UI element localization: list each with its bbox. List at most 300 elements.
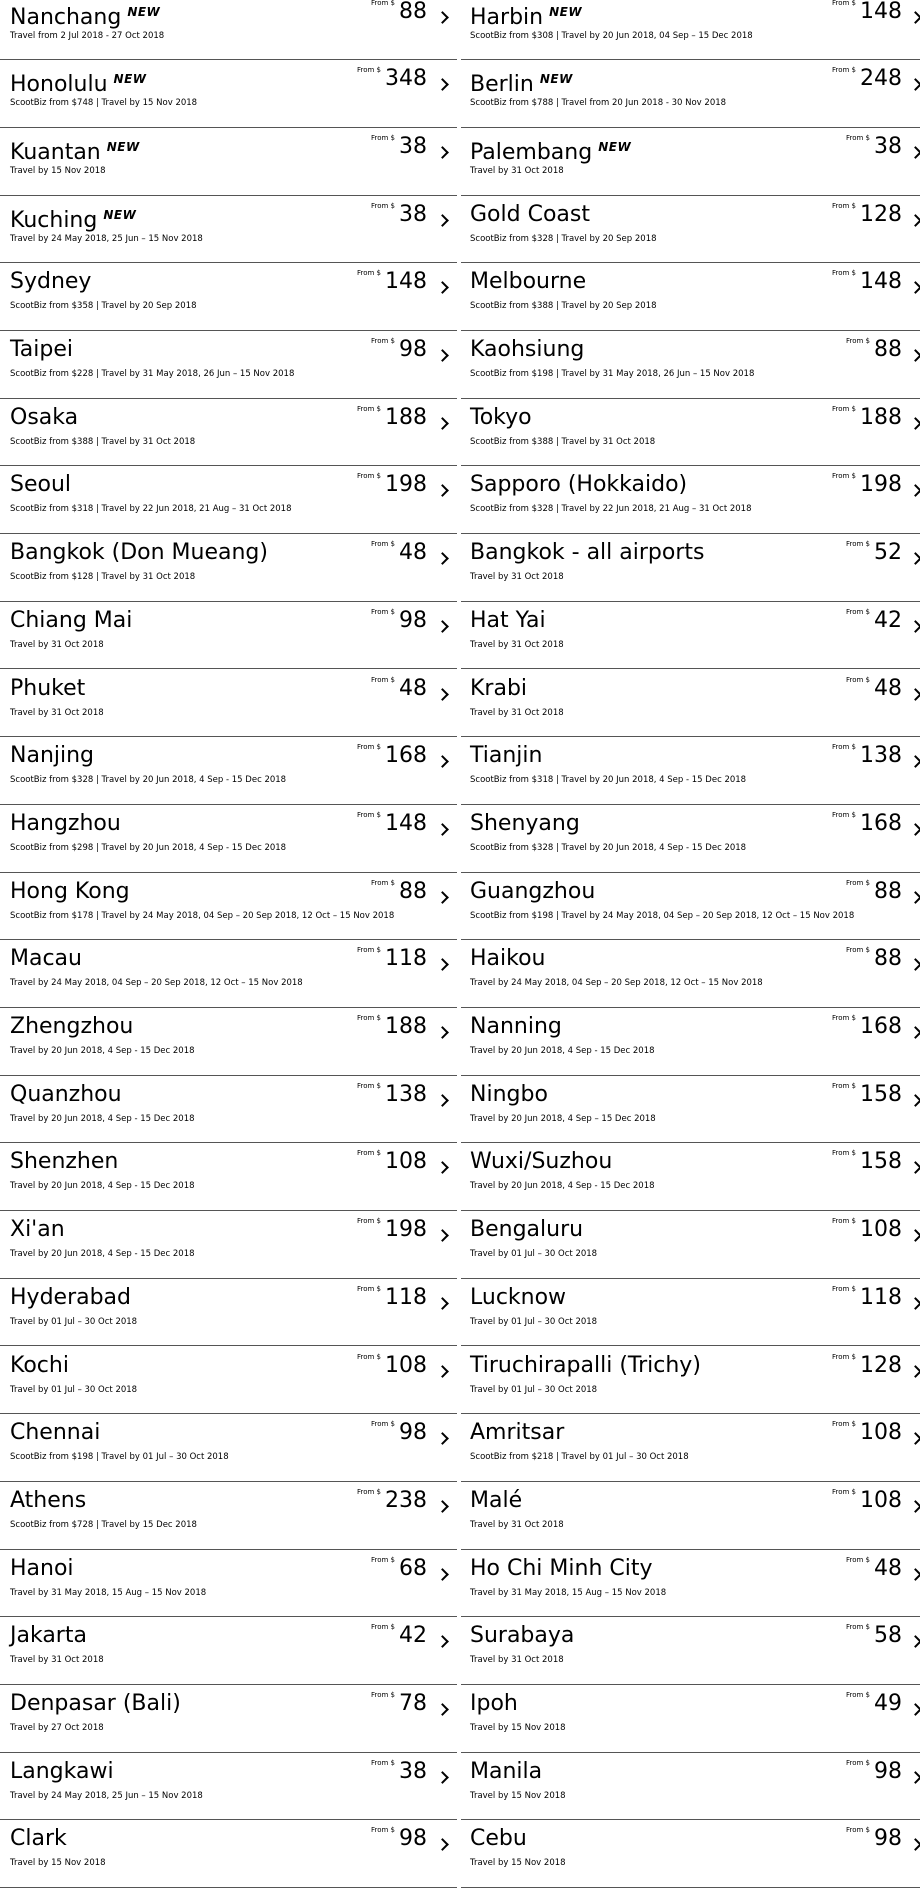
- destination-title: [10, 1824, 67, 1854]
- new-badge: NEW: [598, 139, 632, 154]
- chevron-right-icon: [909, 78, 920, 91]
- price: [832, 1082, 902, 1107]
- fare-card[interactable]: [461, 399, 920, 467]
- price-amount: 118: [860, 1284, 902, 1310]
- fare-card[interactable]: [0, 1211, 457, 1279]
- chevron-right-icon: [436, 485, 449, 498]
- price-amount: 198: [385, 1217, 427, 1243]
- destination-title: [470, 741, 542, 771]
- price-amount: 118: [385, 946, 427, 972]
- price-amount: 188: [860, 404, 902, 430]
- travel-details: Travel by 31 Oct 2018: [10, 639, 104, 650]
- from-label: From $: [370, 133, 395, 142]
- destination-title: [470, 1486, 522, 1516]
- chevron-right-icon: [436, 1568, 449, 1581]
- fare-card[interactable]: [461, 1076, 920, 1144]
- destination-title: [10, 1080, 122, 1110]
- chevron-right-icon: [436, 958, 449, 971]
- from-label: From $: [370, 0, 395, 7]
- fare-card[interactable]: [0, 399, 457, 467]
- from-label: From $: [831, 1217, 856, 1226]
- fare-card[interactable]: [0, 466, 457, 534]
- price: [832, 1420, 902, 1445]
- chevron-right-icon: [436, 1365, 449, 1378]
- travel-details: Travel by 24 May 2018, 04 Sep – 20 Sep 2018, 12 Oct – 15 Nov 2018: [10, 978, 303, 989]
- chevron-right-icon: [909, 1094, 920, 1107]
- fare-card[interactable]: [461, 805, 920, 873]
- destination-name: Hyderabad: [10, 1284, 131, 1310]
- fare-card[interactable]: [461, 0, 920, 60]
- price-amount: 49: [874, 1691, 902, 1716]
- new-badge: NEW: [113, 72, 147, 87]
- travel-details: ScootBiz from $328 | Travel by 20 Sep 2018: [470, 233, 657, 244]
- destination-title: [470, 538, 704, 568]
- fare-card[interactable]: [0, 128, 457, 196]
- fare-card[interactable]: [461, 1347, 920, 1415]
- chevron-right-icon: [909, 1703, 920, 1716]
- travel-details: ScootBiz from $328 | Travel by 20 Jun 2018, 4 Sep - 15 Dec 2018: [470, 842, 747, 853]
- fare-card[interactable]: [461, 466, 920, 534]
- fare-card[interactable]: [461, 1211, 920, 1279]
- travel-details: Travel by 15 Nov 2018: [10, 165, 106, 176]
- chevron-right-icon: [436, 146, 449, 159]
- from-label: From $: [831, 201, 856, 210]
- price-amount: 98: [399, 1420, 427, 1446]
- destination-title: [470, 1757, 542, 1787]
- destination-name: Ningbo: [470, 1081, 548, 1107]
- price: [371, 1623, 427, 1648]
- price-amount: 88: [399, 878, 427, 904]
- chevron-right-icon: [436, 1094, 449, 1107]
- fare-card[interactable]: [461, 1550, 920, 1618]
- destination-name: Hat Yai: [470, 607, 546, 633]
- chevron-right-icon: [909, 417, 920, 430]
- travel-details: ScootBiz from $358 | Travel by 20 Sep 2018: [10, 301, 197, 312]
- fare-card[interactable]: [461, 196, 920, 264]
- destination-title: [10, 1418, 100, 1448]
- fare-card[interactable]: [461, 737, 920, 805]
- destination-title: [470, 403, 532, 433]
- destination-name: Lucknow: [470, 1284, 567, 1310]
- from-label: From $: [370, 540, 395, 549]
- price-amount: 58: [874, 1623, 902, 1649]
- from-label: From $: [356, 1352, 381, 1361]
- from-label: From $: [356, 810, 381, 819]
- price: [832, 1217, 902, 1242]
- destination-name: Malé: [470, 1487, 523, 1513]
- from-label: From $: [356, 1487, 381, 1496]
- chevron-right-icon: [436, 823, 449, 836]
- price-amount: 198: [385, 472, 427, 498]
- fare-card[interactable]: [0, 940, 457, 1008]
- fare-card[interactable]: [461, 940, 920, 1008]
- price-amount: 48: [874, 675, 902, 701]
- fare-card[interactable]: [0, 1482, 457, 1550]
- chevron-right-icon: [909, 823, 920, 836]
- fare-card[interactable]: [461, 331, 920, 399]
- from-label: From $: [831, 1014, 856, 1022]
- destination-name: Palembang: [470, 139, 593, 165]
- price: [371, 1420, 427, 1445]
- new-badge: NEW: [549, 4, 583, 19]
- travel-details: Travel by 01 Jul – 30 Oct 2018: [10, 1384, 138, 1395]
- price-amount: 88: [874, 946, 902, 972]
- chevron-right-icon: [436, 620, 449, 633]
- from-label: From $: [845, 133, 870, 142]
- travel-details: Travel by 20 Jun 2018, 4 Sep - 15 Dec 2018: [10, 1249, 195, 1260]
- fare-card[interactable]: [0, 1076, 457, 1144]
- from-label: From $: [356, 946, 381, 955]
- destination-title: [10, 132, 140, 168]
- fare-card[interactable]: [0, 1617, 457, 1685]
- price: [371, 0, 427, 24]
- from-label: From $: [356, 1284, 381, 1293]
- fare-card[interactable]: [0, 1347, 457, 1415]
- destination-name: Sydney: [10, 269, 92, 295]
- price-amount: 108: [860, 1217, 902, 1243]
- fare-card[interactable]: [0, 873, 457, 941]
- fare-card[interactable]: [0, 602, 457, 670]
- fare-card[interactable]: [461, 602, 920, 670]
- new-badge: NEW: [103, 207, 137, 222]
- chevron-right-icon: [909, 688, 920, 701]
- destination-name: Kaohsiung: [470, 337, 585, 362]
- chevron-right-icon: [436, 1635, 449, 1648]
- price-amount: 52: [874, 540, 902, 566]
- travel-details: Travel by 24 May 2018, 04 Sep – 20 Sep 2018, 12 Oct – 15 Nov 2018: [470, 978, 763, 989]
- fare-card[interactable]: [461, 1414, 920, 1482]
- price: [371, 540, 427, 565]
- destination-name: Zhengzhou: [10, 1014, 134, 1039]
- destination-title: [470, 267, 586, 297]
- destination-title: [470, 1824, 527, 1854]
- destination-title: [10, 1351, 69, 1381]
- fare-card[interactable]: [461, 1143, 920, 1211]
- price: [846, 1691, 902, 1716]
- fare-card[interactable]: [0, 737, 457, 805]
- travel-details: Travel by 15 Nov 2018: [470, 1858, 566, 1869]
- destination-name: Quanzhou: [10, 1081, 122, 1107]
- from-label: From $: [831, 1284, 856, 1293]
- new-badge: NEW: [106, 139, 140, 154]
- fare-card[interactable]: [461, 670, 920, 738]
- chevron-right-icon: [909, 1500, 920, 1513]
- fare-card[interactable]: [0, 1279, 457, 1347]
- chevron-right-icon: [909, 11, 920, 24]
- from-label: From $: [356, 472, 381, 481]
- chevron-right-icon: [436, 891, 449, 904]
- fare-card[interactable]: [461, 873, 920, 941]
- travel-details: ScootBiz from $198 | Travel by 01 Jul – 30 Oct 2018: [10, 1452, 229, 1463]
- fare-card[interactable]: [461, 1008, 920, 1076]
- chevron-right-icon: [436, 417, 449, 430]
- price: [357, 66, 427, 91]
- fare-card[interactable]: [0, 1414, 457, 1482]
- travel-details: Travel by 20 Jun 2018, 4 Sep - 15 Dec 2018: [470, 1046, 655, 1056]
- travel-details: ScootBiz from $198 | Travel by 24 May 2018, 04 Sep – 20 Sep 2018, 12 Oct – 15 Nov 2018: [470, 910, 855, 921]
- travel-details: ScootBiz from $228 | Travel by 31 May 2018, 26 Jun – 15 Nov 2018: [10, 369, 295, 379]
- destination-title: [470, 1418, 564, 1448]
- travel-details: ScootBiz from $388 | Travel by 31 Oct 2018: [470, 436, 656, 447]
- destination-name: Clark: [10, 1826, 67, 1852]
- price: [832, 405, 902, 430]
- price: [371, 1759, 427, 1784]
- travel-details: Travel by 31 Oct 2018: [470, 1655, 564, 1666]
- chevron-right-icon: [909, 1839, 920, 1852]
- travel-details: Travel by 01 Jul – 30 Oct 2018: [10, 1316, 138, 1327]
- price: [832, 1149, 902, 1174]
- destination-title: [470, 1351, 701, 1381]
- price: [846, 1623, 902, 1648]
- from-label: From $: [845, 675, 870, 684]
- destination-title: [470, 335, 584, 365]
- destination-name: Tianjin: [470, 743, 543, 769]
- destination-title: [470, 200, 590, 230]
- price: [357, 269, 427, 294]
- travel-details: Travel by 20 Jun 2018, 4 Sep – 15 Dec 2018: [470, 1113, 656, 1124]
- from-label: From $: [370, 1691, 395, 1699]
- travel-details: ScootBiz from $728 | Travel by 15 Dec 2018: [10, 1519, 197, 1530]
- price: [832, 269, 902, 294]
- price-amount: 348: [385, 66, 427, 92]
- fare-card[interactable]: [0, 60, 457, 128]
- destination-title: [10, 1689, 181, 1719]
- price-amount: 88: [874, 878, 902, 904]
- price-amount: 138: [860, 743, 902, 769]
- price-amount: 42: [874, 607, 902, 633]
- price-amount: 108: [385, 1352, 427, 1378]
- from-label: From $: [831, 1081, 856, 1090]
- travel-details: Travel by 15 Nov 2018: [470, 1723, 566, 1733]
- destination-name: Gold Coast: [470, 201, 590, 227]
- destination-name: Osaka: [10, 404, 79, 430]
- chevron-right-icon: [909, 620, 920, 633]
- price: [846, 1826, 902, 1851]
- fare-card[interactable]: [461, 1753, 920, 1821]
- destination-title: [10, 1554, 74, 1584]
- fare-card[interactable]: [461, 1820, 920, 1888]
- fare-card[interactable]: [0, 263, 457, 331]
- from-label: From $: [356, 1014, 381, 1022]
- destination-name: Tokyo: [470, 404, 532, 430]
- destination-title: [470, 470, 687, 500]
- price: [371, 1556, 427, 1581]
- fare-card[interactable]: [461, 534, 920, 602]
- fare-card[interactable]: [0, 1753, 457, 1821]
- price: [832, 743, 902, 768]
- travel-details: ScootBiz from $218 | Travel by 01 Jul – 30 Oct 2018: [470, 1452, 689, 1463]
- destination-title: [470, 944, 546, 974]
- fare-card[interactable]: [0, 1685, 457, 1753]
- travel-details: ScootBiz from $128 | Travel by 31 Oct 2018: [10, 572, 196, 583]
- fare-card[interactable]: [0, 331, 457, 399]
- price-amount: 168: [860, 1014, 902, 1039]
- price-amount: 98: [399, 337, 427, 362]
- fare-card[interactable]: [0, 1820, 457, 1888]
- chevron-right-icon: [909, 214, 920, 227]
- price-amount: 248: [860, 66, 902, 92]
- destination-name: Honolulu: [10, 72, 108, 98]
- from-label: From $: [370, 878, 395, 887]
- destination-title: [470, 674, 527, 704]
- from-label: From $: [356, 269, 381, 278]
- travel-details: Travel by 27 Oct 2018: [10, 1723, 104, 1733]
- chevron-right-icon: [909, 1365, 920, 1378]
- chevron-right-icon: [909, 1297, 920, 1310]
- fare-card[interactable]: [0, 1008, 457, 1076]
- price: [832, 472, 902, 497]
- travel-details: Travel by 15 Nov 2018: [470, 1790, 566, 1801]
- price: [846, 879, 902, 904]
- destination-name: Macau: [10, 946, 82, 972]
- chevron-right-icon: [436, 688, 449, 701]
- fare-card[interactable]: [0, 1143, 457, 1211]
- destination-title: [10, 606, 132, 636]
- destination-name: Kuching: [10, 207, 98, 233]
- destination-title: [10, 538, 268, 568]
- destination-title: [10, 1486, 86, 1516]
- chevron-right-icon: [436, 349, 449, 362]
- travel-details: Travel by 31 May 2018, 15 Aug – 15 Nov 2018: [470, 1587, 667, 1598]
- destination-name: Xi'an: [10, 1217, 65, 1243]
- destination-title: [10, 674, 85, 704]
- price: [357, 1353, 427, 1378]
- destination-name: Nanjing: [10, 743, 95, 769]
- from-label: From $: [831, 1352, 856, 1361]
- price: [832, 0, 902, 24]
- price: [371, 202, 427, 227]
- destination-title: [10, 335, 73, 365]
- price: [846, 676, 902, 701]
- from-label: From $: [370, 201, 395, 210]
- travel-details: ScootBiz from $328 | Travel by 20 Jun 2018, 4 Sep - 15 Dec 2018: [10, 775, 287, 786]
- travel-details: Travel from 2 Jul 2018 - 27 Oct 2018: [10, 30, 165, 41]
- price-amount: 88: [874, 337, 902, 362]
- price: [846, 540, 902, 565]
- chevron-right-icon: [436, 1162, 449, 1175]
- chevron-right-icon: [436, 1500, 449, 1513]
- destination-name: Tiruchirapalli (Trichy): [470, 1352, 701, 1378]
- travel-details: ScootBiz from $318 | Travel by 22 Jun 2018, 21 Aug – 31 Oct 2018: [10, 504, 292, 515]
- travel-details: Travel by 31 Oct 2018: [10, 707, 104, 718]
- fare-card[interactable]: [0, 805, 457, 873]
- destination-name: Taipei: [10, 337, 74, 362]
- price: [371, 879, 427, 904]
- chevron-right-icon: [909, 958, 920, 971]
- price-amount: 38: [399, 1758, 427, 1784]
- fare-card[interactable]: [461, 60, 920, 128]
- price-amount: 98: [874, 1826, 902, 1852]
- from-label: From $: [845, 1826, 870, 1835]
- price: [357, 811, 427, 836]
- from-label: From $: [845, 878, 870, 887]
- from-label: From $: [831, 404, 856, 413]
- destination-name: Kochi: [10, 1352, 69, 1378]
- from-label: From $: [831, 66, 856, 75]
- fare-card[interactable]: [0, 534, 457, 602]
- destination-title: [10, 809, 121, 839]
- price: [832, 1353, 902, 1378]
- price: [357, 743, 427, 768]
- chevron-right-icon: [909, 1026, 920, 1039]
- destination-name: Bangkok - all airports: [470, 540, 705, 566]
- from-label: From $: [831, 1487, 856, 1496]
- fare-card[interactable]: [461, 1482, 920, 1550]
- chevron-right-icon: [909, 1229, 920, 1242]
- travel-details: Travel by 31 Oct 2018: [470, 707, 564, 718]
- price: [371, 1826, 427, 1851]
- fare-card[interactable]: [461, 1685, 920, 1753]
- destination-title: [470, 1080, 548, 1110]
- fare-card[interactable]: [0, 196, 457, 264]
- price-amount: 38: [399, 201, 427, 227]
- from-label: From $: [831, 1420, 856, 1429]
- destination-name: Seoul: [10, 472, 72, 498]
- travel-details: Travel by 20 Jun 2018, 4 Sep - 15 Dec 2018: [10, 1181, 195, 1192]
- price-amount: 128: [860, 201, 902, 227]
- price-amount: 118: [385, 1284, 427, 1310]
- price-amount: 48: [399, 540, 427, 566]
- price-amount: 238: [385, 1487, 427, 1513]
- from-label: From $: [370, 1826, 395, 1835]
- travel-details: ScootBiz from $318 | Travel by 20 Jun 2018, 4 Sep - 15 Dec 2018: [470, 775, 747, 786]
- travel-details: Travel by 31 Oct 2018: [470, 1519, 564, 1530]
- price-amount: 38: [399, 133, 427, 159]
- from-label: From $: [845, 1691, 870, 1699]
- destination-name: Amritsar: [470, 1420, 565, 1446]
- fare-card[interactable]: [0, 1550, 457, 1618]
- from-label: From $: [370, 675, 395, 684]
- destination-title: [470, 1689, 518, 1719]
- chevron-right-icon: [909, 485, 920, 498]
- destination-name: Hanoi: [10, 1555, 74, 1581]
- travel-details: ScootBiz from $748 | Travel by 15 Nov 2018: [10, 98, 198, 109]
- chevron-right-icon: [436, 552, 449, 565]
- destination-name: Shenzhen: [10, 1149, 119, 1175]
- fare-card[interactable]: [461, 1617, 920, 1685]
- price-amount: 148: [385, 269, 427, 295]
- destination-name: Hangzhou: [10, 810, 121, 836]
- price: [846, 608, 902, 633]
- price: [846, 134, 902, 159]
- destination-name: Ipoh: [470, 1691, 518, 1716]
- destination-title: [470, 1621, 574, 1651]
- destination-name: Langkawi: [10, 1758, 114, 1784]
- destination-title: [10, 1012, 133, 1042]
- fare-card[interactable]: [0, 670, 457, 738]
- travel-details: ScootBiz from $788 | Travel from 20 Jun 2018 - 30 Nov 2018: [470, 98, 727, 109]
- destination-title: [10, 1283, 131, 1313]
- fare-card[interactable]: [461, 263, 920, 331]
- price: [832, 66, 902, 91]
- from-label: From $: [845, 1623, 870, 1632]
- destination-name: Cebu: [470, 1826, 527, 1852]
- travel-details: ScootBiz from $298 | Travel by 20 Jun 2018, 4 Sep - 15 Dec 2018: [10, 842, 287, 853]
- fare-card[interactable]: [461, 128, 920, 196]
- from-label: From $: [845, 946, 870, 955]
- destination-title: [470, 1554, 653, 1584]
- chevron-right-icon: [436, 1432, 449, 1445]
- fare-card[interactable]: [0, 0, 457, 60]
- travel-details: ScootBiz from $308 | Travel by 20 Jun 2018, 04 Sep – 15 Dec 2018: [470, 30, 753, 41]
- fare-card[interactable]: [461, 1279, 920, 1347]
- travel-details: Travel by 01 Jul – 30 Oct 2018: [470, 1249, 598, 1260]
- destination-name: Jakarta: [10, 1623, 87, 1649]
- new-badge: NEW: [539, 72, 573, 87]
- price-amount: 148: [385, 810, 427, 836]
- travel-details: Travel by 31 Oct 2018: [470, 639, 564, 650]
- price: [832, 1285, 902, 1310]
